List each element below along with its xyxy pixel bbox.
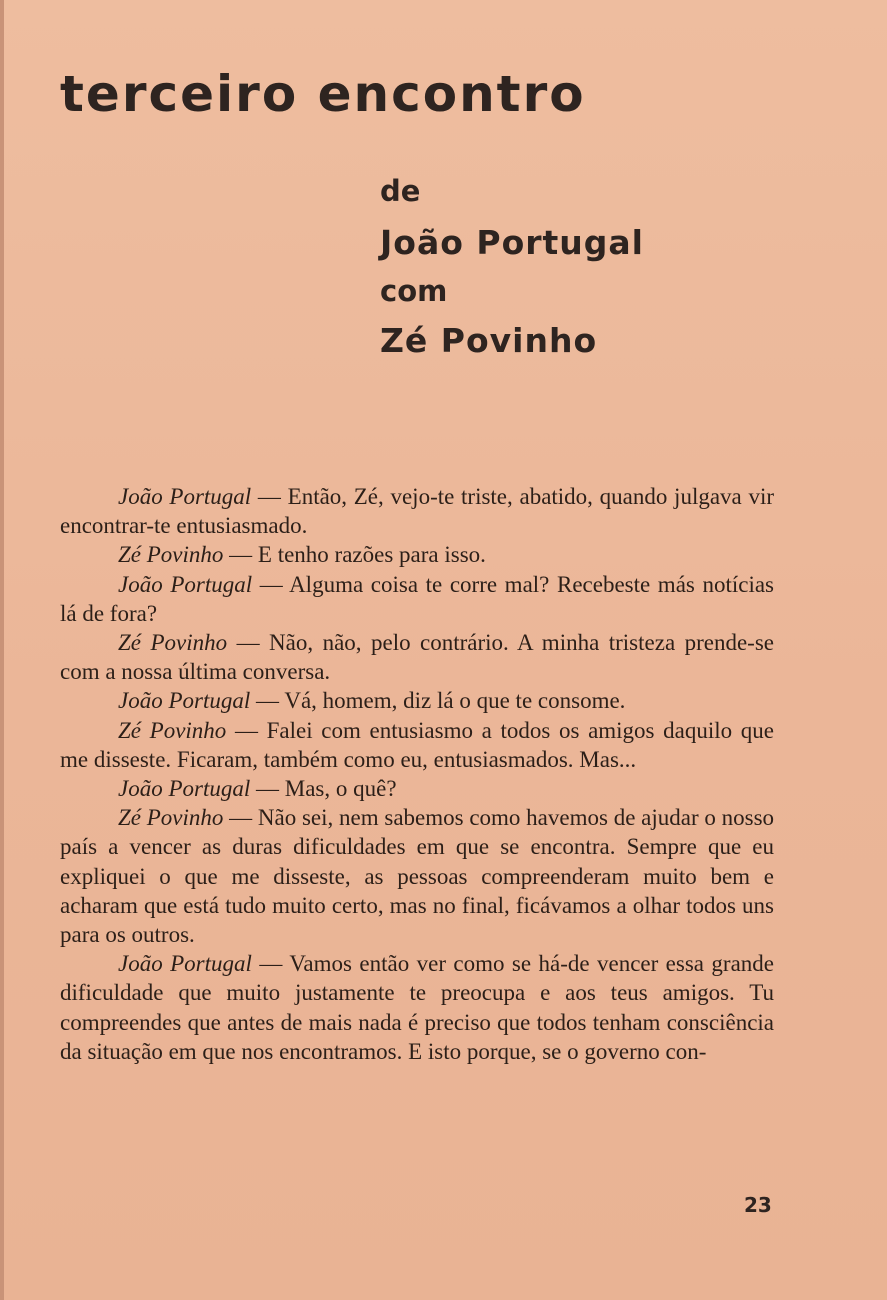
dash: —: [259, 571, 283, 597]
dash: —: [236, 630, 260, 656]
speaker-name: Zé Povinho: [118, 717, 227, 743]
page-edge: [0, 0, 4, 1300]
dash: —: [256, 776, 279, 802]
dialogue-paragraph: [60, 540, 774, 569]
speech-text: Não sei, nem sabemos como havemos de ajudar o nosso país a vencer as duras dificuldades em que se encontra. Sempre que eu expliquei o que me disseste, as pessoas compreenderam muito bem e acharam que está tudo muito certo, mas no final, ficávamos a olhar todos uns para os outros.: [60, 805, 775, 948]
speaker-name: João Portugal: [118, 776, 251, 802]
dialogue-paragraph: [60, 803, 774, 949]
dash: —: [259, 951, 283, 977]
dialogue-paragraph: [60, 774, 774, 803]
chapter-title: terceiro encontro: [60, 65, 586, 123]
subtitle-com: com: [380, 274, 448, 308]
dialogue-paragraph: [60, 628, 774, 686]
dialogue-paragraph: [60, 716, 774, 774]
speech-text: Alguma coisa te corre mal? Recebeste más notícias lá de fora?: [60, 571, 775, 626]
speech-text: Então, Zé, vejo-te triste, abatido, quando julgava vir encontrar-te entusiasmado.: [60, 484, 775, 539]
speaker-name: João Portugal: [118, 484, 252, 509]
speaker-name: Zé Povinho: [118, 805, 224, 831]
dialogue-paragraph: [60, 949, 774, 1066]
page-number: 23: [744, 1193, 772, 1217]
speech-text: Vamos então ver como se há-de vencer essa grande dificuldade que muito justamente te preocupa e aos teus amigos. Tu compreendes que antes de mais nada é preciso que todos tenham consciência da situação em que nos encontramos. E isto porque, se o governo con-: [60, 951, 774, 1064]
subtitle-ze-povinho: Zé Povinho: [380, 321, 598, 360]
subtitle-de: de: [380, 174, 421, 208]
speaker-name: Zé Povinho: [118, 542, 224, 568]
speech-text: Não, não, pelo contrário. A minha tristeza prende-se com a nossa última conversa.: [60, 630, 775, 685]
dialogue-paragraph: [60, 570, 774, 628]
speaker-name: João Portugal: [118, 951, 252, 977]
dash: —: [257, 484, 281, 509]
speech-text: E tenho razões para isso.: [257, 542, 486, 568]
speaker-name: João Portugal: [118, 571, 253, 597]
dash: —: [256, 688, 279, 714]
dialogue-body: [60, 482, 774, 1066]
dash: —: [229, 542, 253, 568]
speech-text: Mas, o quê?: [284, 776, 397, 802]
dash: —: [229, 805, 253, 831]
dash: —: [234, 717, 258, 743]
subtitle-joao-portugal: João Portugal: [380, 223, 644, 262]
speech-text: Vá, homem, diz lá o que te consome.: [284, 688, 626, 714]
speaker-name: João Portugal: [118, 688, 251, 714]
speech-text: Falei com entusiasmo a todos os amigos daquilo que me disseste. Ficaram, também como eu, entusiasmados. Mas...: [60, 717, 775, 772]
dialogue-paragraph: [60, 482, 774, 540]
speaker-name: Zé Povinho: [118, 630, 228, 656]
dialogue-paragraph: [60, 686, 774, 715]
